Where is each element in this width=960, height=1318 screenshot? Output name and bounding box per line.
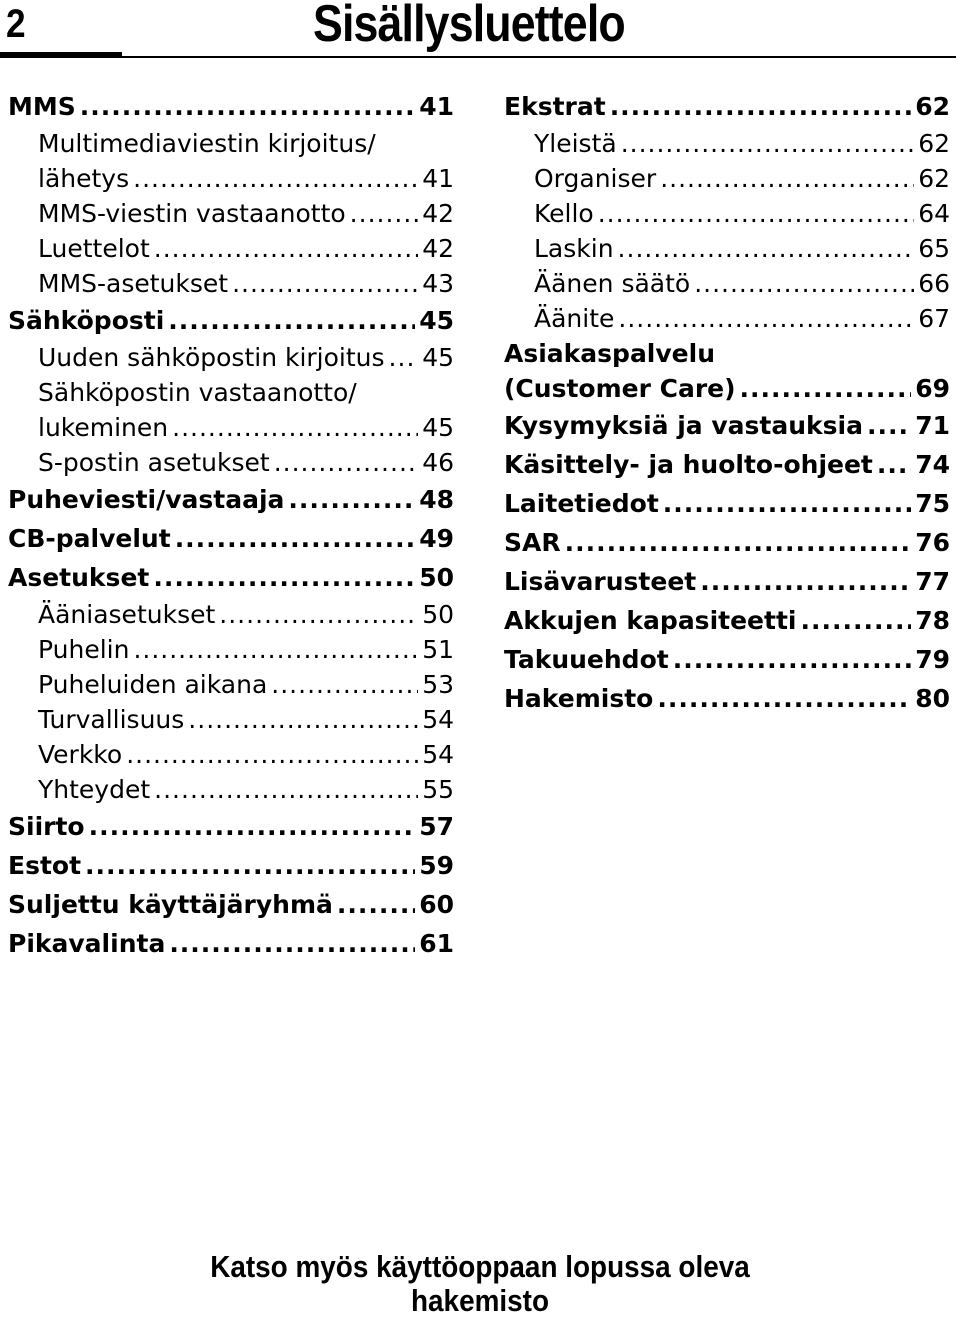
toc-entry-page-number: 62: [915, 92, 950, 121]
toc-entry-page-number: 41: [422, 164, 454, 193]
toc-entry-page-number: 77: [915, 567, 950, 596]
toc-entry-label: S-postin asetukset: [38, 448, 270, 477]
footer-note: [48, 1250, 912, 1318]
toc-entry-label: MMS-asetukset: [38, 269, 229, 298]
toc-entry-page-number: 41: [419, 92, 454, 121]
toc-entry-page-number: 42: [422, 199, 454, 228]
toc-entry-label: Multimediaviestin kirjoitus/: [38, 129, 376, 158]
toc-entry-label: Uuden sähköpostin kirjoitus: [38, 343, 385, 372]
toc-entry[interactable]: [8, 161, 454, 196]
toc-entry-label: MMS-viestin vastaanotto: [38, 199, 346, 228]
toc-entry-label: Puhelin: [38, 635, 130, 664]
toc-dot-leader: [660, 161, 914, 196]
toc-dot-leader: [154, 772, 418, 807]
toc-entry-page-number: 66: [918, 269, 950, 298]
toc-entry-label: Siirto: [8, 812, 85, 841]
toc-dot-leader: [85, 846, 415, 885]
toc-entry-label: Estot: [8, 851, 82, 880]
toc-entry[interactable]: [8, 519, 454, 558]
toc-entry-page-number: 43: [422, 269, 454, 298]
toc-entry-label: Asiakaspalvelu: [504, 339, 715, 368]
toc-dot-leader: [610, 87, 912, 126]
toc-entry[interactable]: [504, 161, 950, 196]
toc-dot-leader: [126, 737, 418, 772]
toc-entry-label: Laitetiedot: [504, 489, 659, 518]
page-header: [0, 0, 960, 62]
toc-entry[interactable]: [8, 885, 454, 924]
toc-entry-label: lukeminen: [38, 413, 169, 442]
toc-entry-label: Ekstrat: [504, 92, 606, 121]
toc-entry[interactable]: [8, 301, 454, 340]
toc-entry[interactable]: [504, 196, 950, 231]
toc-entry-page-number: 65: [918, 234, 950, 263]
toc-entry[interactable]: [504, 87, 950, 126]
toc-dot-leader: [618, 231, 915, 266]
toc-entry-label: Turvallisuus: [38, 705, 185, 734]
toc-entry[interactable]: [504, 301, 950, 336]
toc-entry-page-number: 49: [419, 524, 454, 553]
toc-entry[interactable]: [504, 445, 950, 484]
toc-entry-label: Pikavalinta: [8, 929, 166, 958]
toc-entry[interactable]: [504, 562, 950, 601]
toc-entry-page-number: 57: [419, 812, 454, 841]
page-number: 2: [6, 2, 26, 46]
toc-entry-page-number: 45: [419, 306, 454, 335]
toc-entry[interactable]: [8, 632, 454, 667]
toc-entry-page-number: 79: [915, 645, 950, 674]
footer-note-line-2: hakemisto: [410, 1283, 550, 1318]
toc-entry[interactable]: [8, 87, 454, 126]
toc-dot-leader: [168, 301, 415, 340]
toc-entry-page-number: 53: [422, 670, 454, 699]
toc-entry-label: SAR: [504, 528, 561, 557]
toc-dot-leader: [700, 562, 911, 601]
toc-dot-leader: [153, 558, 415, 597]
toc-entry[interactable]: [8, 702, 454, 737]
toc-dot-leader: [740, 371, 912, 406]
toc-entry-page-number: 59: [419, 851, 454, 880]
toc-dot-leader: [271, 667, 418, 702]
toc-entry-label: Suljettu käyttäjäryhmä: [8, 890, 333, 919]
toc-entry-label: Ääniasetukset: [38, 600, 216, 629]
toc-entry-label: lähetys: [38, 164, 130, 193]
toc-dot-leader: [288, 480, 415, 519]
toc-entry[interactable]: [8, 231, 454, 266]
toc-entry-page-number: 48: [419, 485, 454, 514]
header-rule-thick: [0, 52, 122, 58]
toc-dot-leader: [169, 924, 415, 963]
toc-entry-page-number: 74: [915, 450, 950, 479]
toc-dot-leader: [663, 484, 911, 523]
toc-dot-leader: [154, 231, 418, 266]
toc-entry-page-number: 62: [918, 129, 950, 158]
toc-dot-leader: [89, 807, 416, 846]
toc-entry[interactable]: [504, 523, 950, 562]
toc-entry-label: Yhteydet: [38, 775, 151, 804]
toc-entry-page-number: 67: [918, 304, 950, 333]
toc-entry-label: (Customer Care): [504, 374, 736, 403]
page-title: Sisällysluettelo: [313, 0, 625, 53]
toc-entry-label: Sähköpostin vastaanotto/: [38, 378, 357, 407]
toc-entry-label: Äänite: [534, 304, 615, 333]
toc-entry-page-number: 55: [422, 775, 454, 804]
toc-dot-leader: [274, 445, 419, 480]
toc-entry-label: MMS: [8, 92, 76, 121]
toc-entry-page-number: 42: [422, 234, 454, 263]
toc-entry[interactable]: [504, 640, 950, 679]
toc-entry-label: Takuuehdot: [504, 645, 669, 674]
toc-entry-page-number: 54: [422, 740, 454, 769]
toc-entry[interactable]: [504, 679, 950, 718]
toc-entry-label: Verkko: [38, 740, 123, 769]
toc-entry-page-number: 45: [422, 413, 454, 442]
toc-entry[interactable]: [8, 196, 454, 231]
toc-entry-label: Kysymyksiä ja vastauksia: [504, 411, 863, 440]
toc-entry-label: Hakemisto: [504, 684, 654, 713]
toc-entry-page-number: 75: [915, 489, 950, 518]
toc-entry[interactable]: [504, 126, 950, 161]
toc-dot-leader: [172, 410, 418, 445]
toc-entry[interactable]: [8, 445, 454, 480]
footer-note-line-1: Katso myös käyttöoppaan lopussa oleva: [210, 1249, 750, 1284]
toc-entry-label: CB-palvelut: [8, 524, 171, 553]
toc-dot-leader: [621, 126, 914, 161]
toc-entry[interactable]: [504, 336, 950, 371]
toc-dot-leader: [800, 601, 911, 640]
toc-entry[interactable]: [8, 807, 454, 846]
toc-dot-leader: [350, 196, 419, 231]
toc-entry-page-number: 54: [422, 705, 454, 734]
toc-entry-page-number: 80: [915, 684, 950, 713]
toc-entry[interactable]: [8, 340, 454, 375]
toc-entry[interactable]: [504, 484, 950, 523]
toc-dot-leader: [133, 161, 418, 196]
toc-entry[interactable]: [8, 558, 454, 597]
toc-entry-label: Asetukset: [8, 563, 150, 592]
toc-entry[interactable]: [8, 126, 454, 161]
toc-entry[interactable]: [8, 924, 454, 963]
toc-entry-page-number: 61: [419, 929, 454, 958]
toc-entry[interactable]: [8, 375, 454, 410]
toc-dot-leader: [565, 523, 912, 562]
toc-entry[interactable]: [8, 772, 454, 807]
toc-entry[interactable]: [8, 266, 454, 301]
toc-dot-leader: [877, 445, 911, 484]
toc-entry-page-number: 78: [915, 606, 950, 635]
toc-entry-label: Lisävarusteet: [504, 567, 697, 596]
toc-dot-leader: [188, 702, 418, 737]
toc-entry-label: Käsittely- ja huolto-ohjeet: [504, 450, 873, 479]
toc-dot-leader: [232, 266, 418, 301]
toc-entry[interactable]: [504, 371, 950, 406]
toc-entry[interactable]: [8, 846, 454, 885]
toc-entry-page-number: 64: [918, 199, 950, 228]
toc-dot-leader: [175, 519, 416, 558]
toc-column-left: [8, 87, 454, 963]
header-rule-thin: [122, 56, 956, 58]
toc-dot-leader: [337, 885, 415, 924]
toc-dot-leader: [219, 597, 418, 632]
toc-entry-page-number: 46: [422, 448, 454, 477]
toc-entry-page-number: 45: [422, 343, 454, 372]
toc-dot-leader: [673, 640, 912, 679]
toc-entry-label: Sähköposti: [8, 306, 165, 335]
toc-entry[interactable]: [504, 266, 950, 301]
toc-dot-leader: [694, 266, 914, 301]
toc-entry-label: Äänen säätö: [534, 269, 691, 298]
toc-entry[interactable]: [8, 597, 454, 632]
toc-dot-leader: [80, 87, 415, 126]
toc-entry-page-number: 60: [419, 890, 454, 919]
toc-entry-page-number: 51: [422, 635, 454, 664]
toc-entry[interactable]: [8, 667, 454, 702]
toc-entry-page-number: 69: [915, 374, 950, 403]
toc-dot-leader: [133, 632, 418, 667]
toc-entry-label: Laskin: [534, 234, 614, 263]
toc-dot-leader: [389, 340, 419, 375]
toc-entry-label: Luettelot: [38, 234, 150, 263]
toc-entry-page-number: 76: [915, 528, 950, 557]
toc-column-right: [504, 87, 950, 718]
toc-entry[interactable]: [8, 410, 454, 445]
toc-entry-page-number: 50: [419, 563, 454, 592]
toc-entry[interactable]: [504, 601, 950, 640]
toc-dot-leader: [657, 679, 911, 718]
toc-entry-label: Yleistä: [534, 129, 617, 158]
toc-dot-leader: [618, 301, 914, 336]
toc-dot-leader: [598, 196, 914, 231]
toc-dot-leader: [867, 406, 911, 445]
toc-entry[interactable]: [8, 480, 454, 519]
toc-entry-page-number: 50: [422, 600, 454, 629]
toc-entry-page-number: 71: [915, 411, 950, 440]
toc-entry-page-number: 62: [918, 164, 950, 193]
toc-entry-label: Puheviesti/vastaaja: [8, 485, 285, 514]
toc-entry[interactable]: [504, 406, 950, 445]
toc-entry[interactable]: [504, 231, 950, 266]
toc-entry[interactable]: [8, 737, 454, 772]
toc-entry-label: Organiser: [534, 164, 657, 193]
toc-entry-label: Akkujen kapasiteetti: [504, 606, 797, 635]
toc-entry-label: Kello: [534, 199, 594, 228]
toc-entry-label: Puheluiden aikana: [38, 670, 268, 699]
